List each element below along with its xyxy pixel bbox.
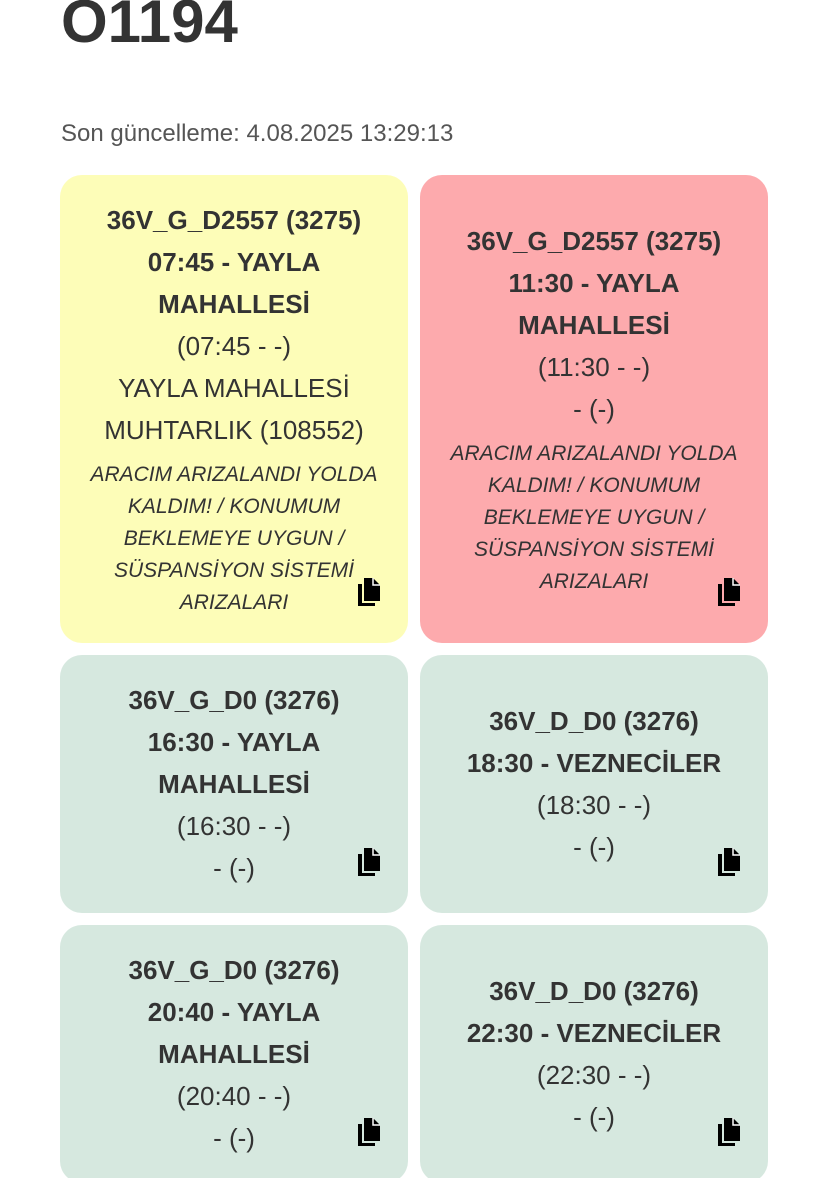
vehicle-label: 36V_G_D0 (3276) xyxy=(128,955,340,985)
trip-label-cont: MAHALLESİ xyxy=(518,310,670,340)
vehicle-label: 36V_G_D2557 (3275) xyxy=(106,205,362,235)
trip-time: (18:30 - -) xyxy=(536,790,652,820)
trip-time: (20:40 - -) xyxy=(176,1081,292,1111)
vehicle-label: 36V_D_D0 (3276) xyxy=(489,976,699,1006)
copy-icon[interactable] xyxy=(716,577,742,607)
trip-card[interactable] xyxy=(60,925,408,1178)
trip-time: (07:45 - -) xyxy=(176,331,292,361)
trip-time: (11:30 - -) xyxy=(537,352,651,382)
trip-card[interactable] xyxy=(60,655,408,913)
copy-icon[interactable] xyxy=(716,847,742,877)
trip-label-cont: MAHALLESİ xyxy=(158,289,310,319)
trip-label: 16:30 - YAYLA xyxy=(147,727,321,757)
copy-icon[interactable] xyxy=(716,1117,742,1147)
trip-label: 20:40 - YAYLA xyxy=(147,997,321,1027)
trip-label-cont: MAHALLESİ xyxy=(158,769,310,799)
trip-label: 22:30 - VEZNECİLER xyxy=(466,1018,722,1048)
trip-label: 11:30 - YAYLA xyxy=(508,268,680,298)
trip-label-cont: MAHALLESİ xyxy=(158,1039,310,1069)
trip-time: (22:30 - -) xyxy=(536,1060,652,1090)
page-title: O1194 xyxy=(61,0,238,55)
trip-card-grid xyxy=(60,175,768,1178)
copy-icon[interactable] xyxy=(356,577,382,607)
vehicle-label: 36V_G_D2557 (3275) xyxy=(466,226,722,256)
trip-card[interactable] xyxy=(60,175,408,643)
fault-note: ARACIM ARIZALANDI YOLDA KALDIM! / KONUMUM BEKLEMEYE UYGUN / SÜSPANSİYON SİSTEMİ ARIZALARI xyxy=(450,442,738,593)
trip-time: (16:30 - -) xyxy=(176,811,292,841)
vehicle-label: 36V_G_D0 (3276) xyxy=(128,685,340,715)
stop-label: - (-) xyxy=(213,853,255,883)
copy-icon[interactable] xyxy=(356,1117,382,1147)
trip-card[interactable] xyxy=(420,655,768,913)
last-updated-text: Son güncelleme: 4.08.2025 13:29:13 xyxy=(61,120,454,147)
stop-label: - (-) xyxy=(573,832,615,862)
vehicle-label: 36V_D_D0 (3276) xyxy=(489,706,699,736)
copy-icon[interactable] xyxy=(356,847,382,877)
trip-label: 07:45 - YAYLA xyxy=(147,247,321,277)
fault-note: ARACIM ARIZALANDI YOLDA KALDIM! / KONUMUM BEKLEMEYE UYGUN / SÜSPANSİYON SİSTEMİ ARIZALARI xyxy=(90,463,378,614)
stop-label-cont: MUHTARLIK (108552) xyxy=(104,415,364,445)
trip-card[interactable] xyxy=(420,175,768,643)
stop-label: - (-) xyxy=(213,1123,255,1153)
stop-label: - (-) xyxy=(573,394,615,424)
trip-card[interactable] xyxy=(420,925,768,1178)
stop-label: YAYLA MAHALLESİ xyxy=(118,373,350,403)
stop-label: - (-) xyxy=(573,1102,615,1132)
trip-label: 18:30 - VEZNECİLER xyxy=(466,748,722,778)
